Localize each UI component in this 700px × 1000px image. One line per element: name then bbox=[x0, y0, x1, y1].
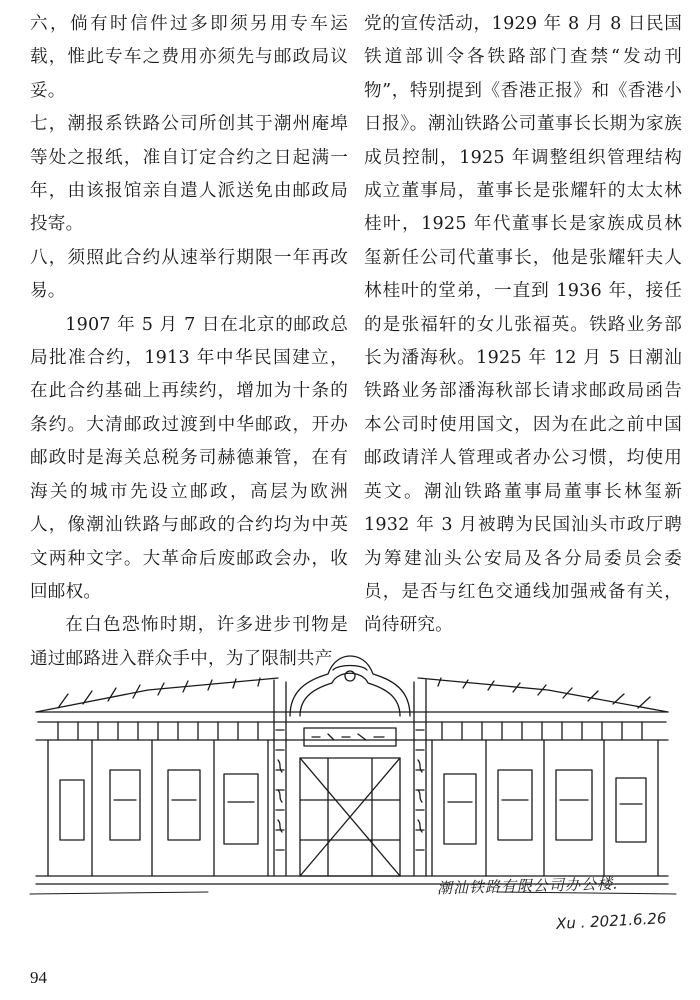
paragraph-item-eight: 八，须照此合约从速举行期限一年再改易。 bbox=[30, 247, 348, 302]
sketch-caption: 潮汕铁路有限公司办公楼. bbox=[436, 874, 619, 898]
paragraph-white-terror: 在白色恐怖时期，许多进步刊物是通过邮路进入群众手中，为了限制共产 bbox=[30, 615, 348, 669]
right-text-column bbox=[364, 8, 682, 643]
paragraph-item-seven: 七，潮报系铁路公司所创其于潮州庵埠等处之报纸，准自订定合约之日起满一年，由该报馆亲自遣人派送免由邮政局投寄。 bbox=[30, 114, 348, 235]
page-number: 94 bbox=[30, 968, 47, 987]
left-text-column bbox=[30, 8, 348, 676]
paragraph-contract-history: 1907 年 5 月 7 日在北京的邮政总局批准合约，1913 年中华民国建立，在此合约基础上再续约，增加为十条的条约。大清邮政过渡到中华邮政，开办邮政时是海关总税务司赫德兼管，在有海关的城市先设立邮政，高层为欧洲人，像潮汕铁路与邮政的合约均为中英文两种文字。大革命后废邮政会办，收回邮权。 bbox=[30, 314, 348, 602]
paragraph-item-six: 六，倘有时信件过多即须另用专车运载，惟此专车之费用亦须先与邮政局议妥。 bbox=[30, 14, 348, 101]
artist-signature: Xu . 2021.6.26 bbox=[555, 909, 667, 933]
paragraph-continued: 党的宣传活动，1929 年 8 月 8 日民国铁道部训令各铁路部门查禁“发动刊物”，特别提到《香港正报》和《香港小日报》。潮汕铁路公司董事长长期为家族成员控制，1925 年调整组织管理结构成立董事局，董事长是张耀轩的太太林桂叶，1925 年代董事长是家族成员林玺新任公司代董事长，他是张耀轩夫人林桂叶的堂弟，一直到 1936 年，接任的是张福轩的女儿张福英。铁路业务部长为潘海秋。1925 年 12 月 5 日潮汕铁路业务部潘海秋部长请求邮政局函告本公司时使用国文，因为在此之前中国邮政请洋人管理或者办公习惯，均使用英文。潮汕铁路董事局董事长林玺新 1932 年 3 月被聘为民国汕头市政厅聘为筹建汕头公安局及各分局委员会委员，是否与红色交通线加强戒备有关，尚待研究。 bbox=[364, 14, 682, 636]
